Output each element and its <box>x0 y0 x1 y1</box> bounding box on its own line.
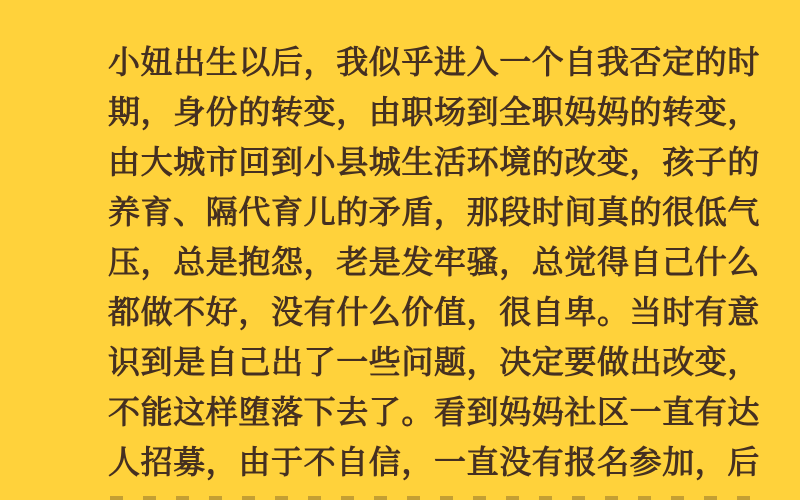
next-line-cutoff-fragments <box>110 496 760 500</box>
paragraph-line: 都做不好，没有什么价值，很自卑。当时有意 <box>108 294 761 330</box>
paragraph-line: 由大城市回到小县城生活环境的改变，孩子的 <box>108 144 761 180</box>
paragraph-line: 小妞出生以后，我似乎进入一个自我否定的时 <box>108 44 761 80</box>
paragraph-line: 养育、隔代育儿的矛盾，那段时间真的很低气 <box>108 194 761 230</box>
paragraph-line: 压，总是抱怨，老是发牢骚，总觉得自己什么 <box>108 244 761 280</box>
paragraph-line: 识到是自己出了一些问题，决定要做出改变， <box>108 344 761 380</box>
paragraph-line: 人招募，由于不自信，一直没有报名参加，后 <box>108 444 761 480</box>
story-paragraph <box>108 37 768 487</box>
paragraph-line: 期，身份的转变，由职场到全职妈妈的转变， <box>108 94 761 130</box>
paragraph-line: 不能这样堕落下去了。看到妈妈社区一直有达 <box>108 394 761 430</box>
